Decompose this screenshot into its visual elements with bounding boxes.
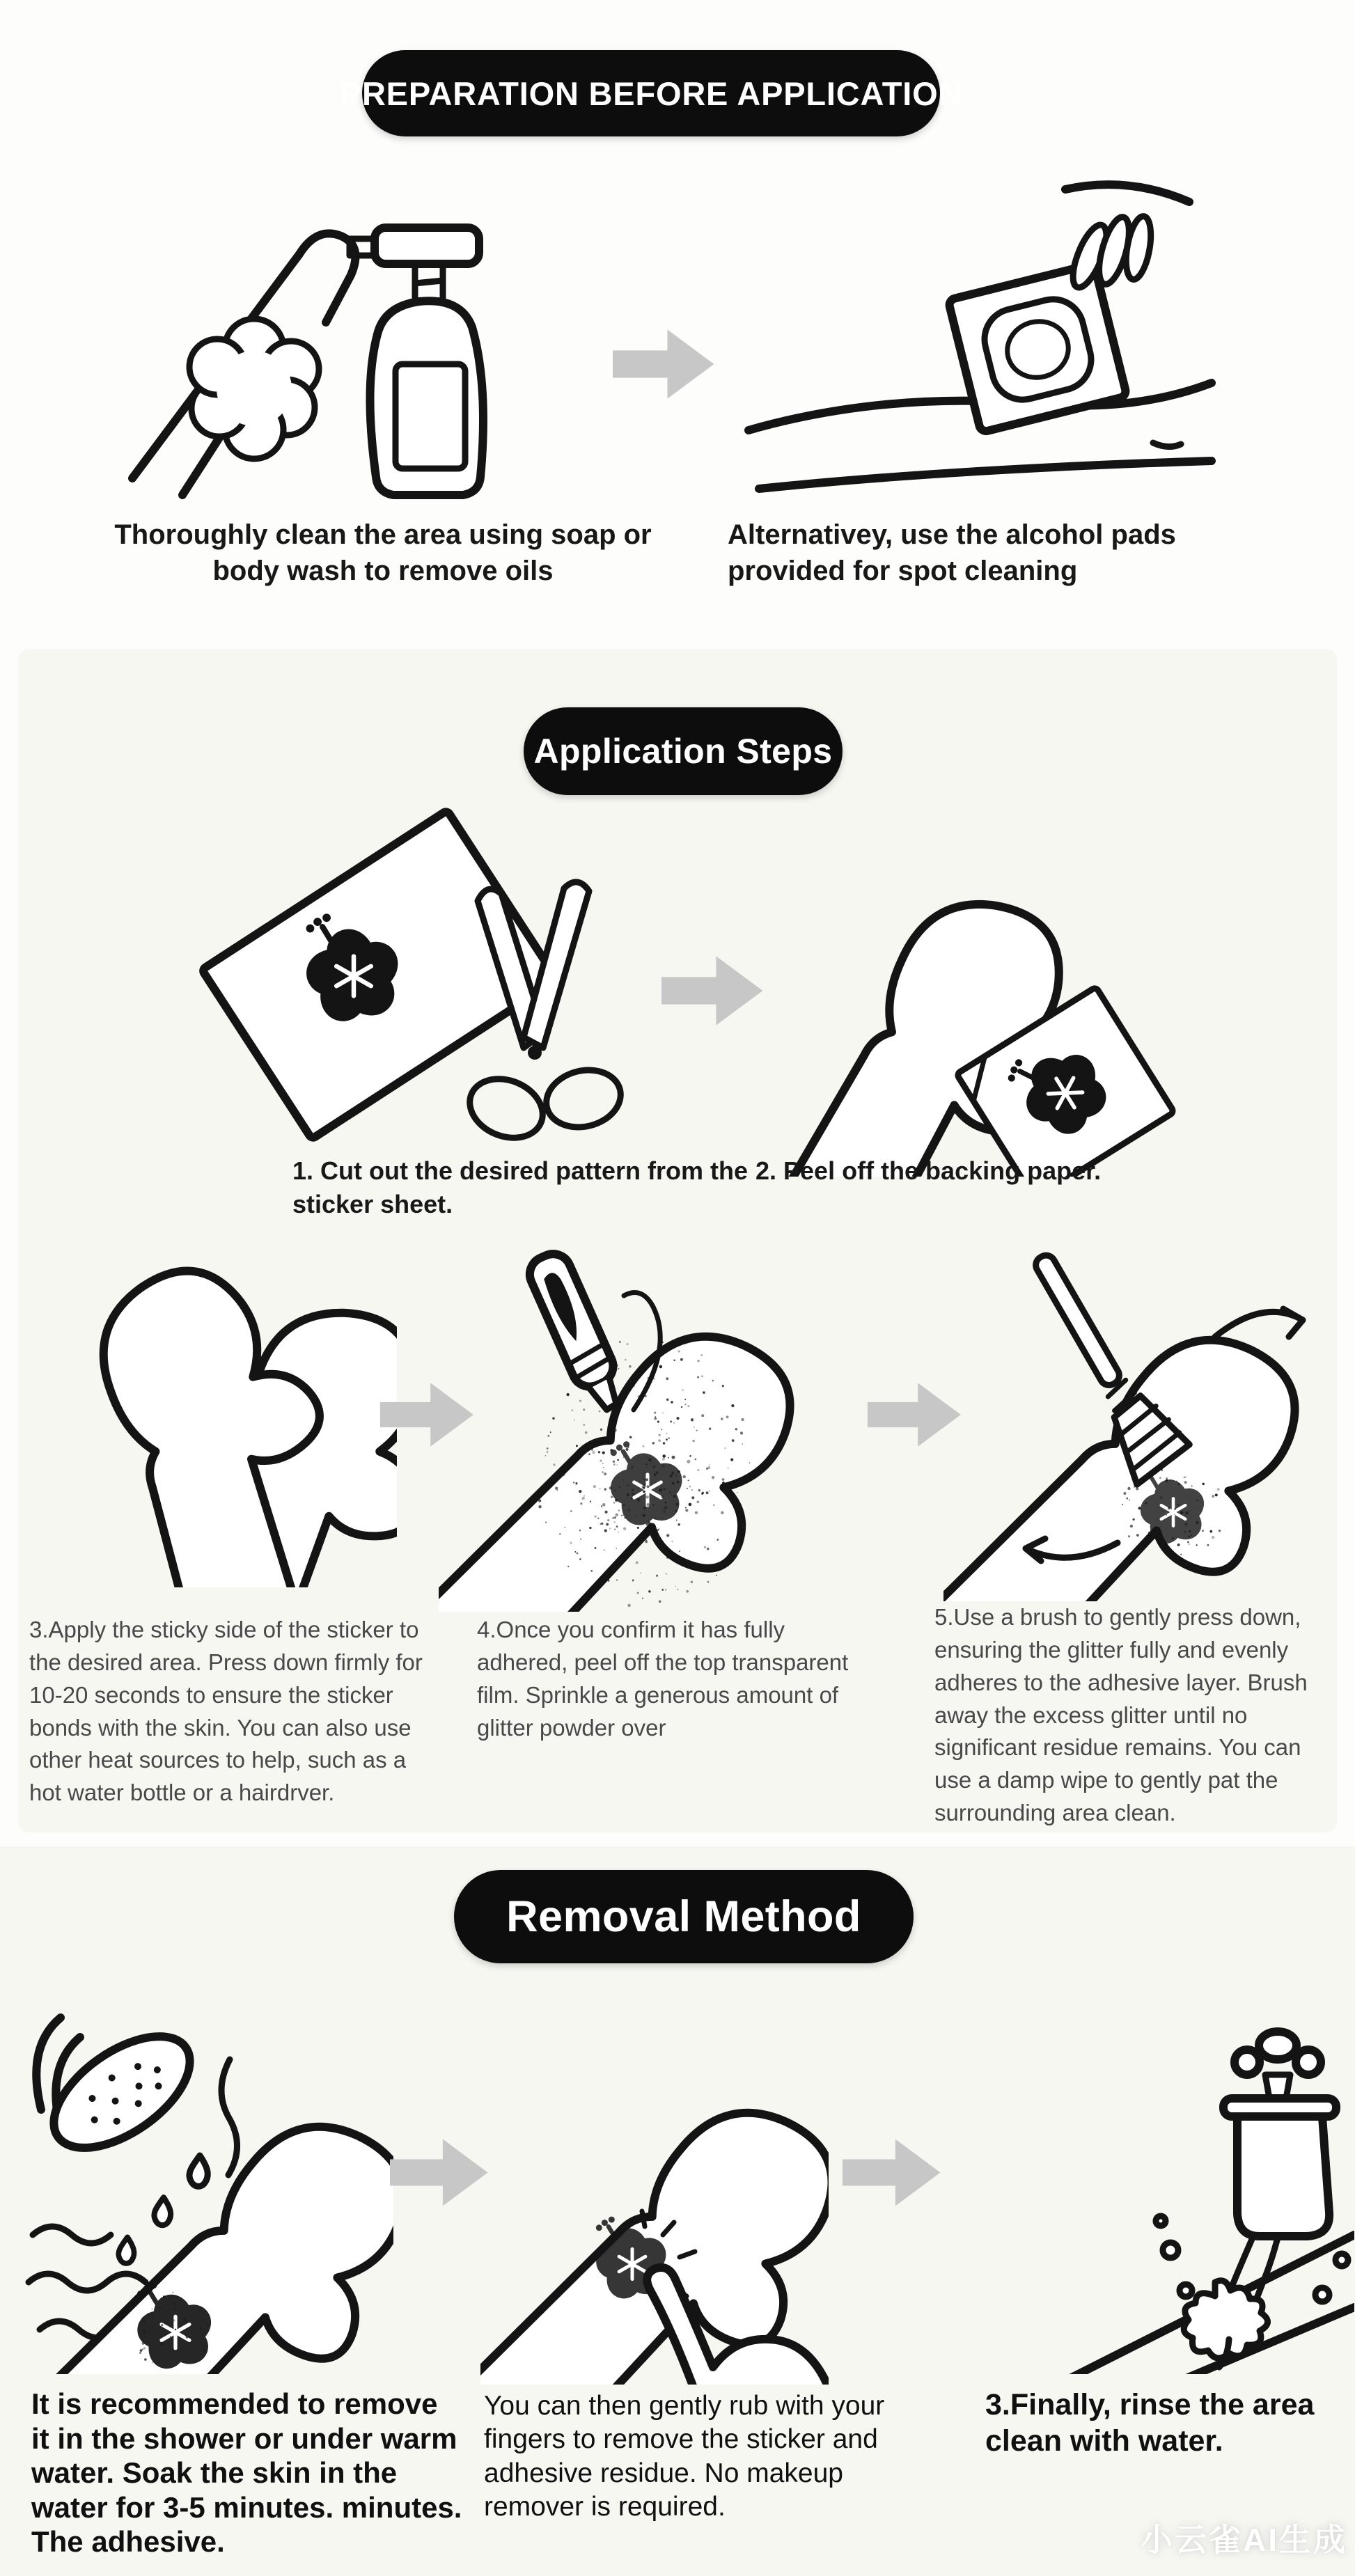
caption-finger-rub: You can then gently rub with your fingers to remove the sticker and adhesive residue. No makeup remover is required.	[484, 2391, 885, 2522]
press-sticker-illustration	[21, 1239, 397, 1587]
caption-shower-removal: It is recommended to remove it in the shower or under warm water. Soak the skin in the water for 3-5 minutes. minutes. The adhesive.	[31, 2387, 462, 2559]
finger-rub-illustration	[480, 2005, 829, 2385]
section-title-preparation	[339, 50, 963, 136]
paragraph-step3: 3.Apply the sticky side of the sticker to the desired area. Press down firmly for 10-20 seconds to ensure the sticker bonds with the skin. You can also use other heat sources to help, such as a hot water bottle or a hairdrver.	[29, 1617, 423, 1806]
section-title-application-label: Application Steps	[533, 732, 833, 771]
arrow-right-icon	[661, 952, 766, 1029]
sprinkle-glitter-illustration	[439, 1236, 870, 1612]
caption-rinse: 3.Finally, rinse the area clean with water.	[985, 2388, 1315, 2458]
section-title-application	[524, 707, 843, 795]
rinse-water-illustration	[964, 2005, 1354, 2374]
cut-sticker-illustration	[167, 808, 641, 1156]
section-title-preparation-label: PREPARATION BEFORE APPLICATION	[339, 74, 963, 112]
arrow-right-icon	[613, 326, 717, 402]
paragraph-step5: 5.Use a brush to gently press down, ensuring the glitter fully and evenly adheres to the adhesive layer. Brush away the excess glitter until no significant residue remains. You can use a damp wipe to gently pat the surrounding area clean.	[934, 1604, 1308, 1826]
caption-soap-wash: Thoroughly clean the area using soap or body wash to remove oils	[114, 519, 652, 586]
shower-removal-illustration	[17, 2005, 393, 2374]
caption-step1: 1. Cut out the desired pattern from the sticker sheet.	[292, 1156, 749, 1219]
alcohol-pad-illustration	[738, 174, 1225, 501]
brush-glitter-illustration	[943, 1239, 1340, 1601]
section-title-removal	[454, 1870, 914, 1963]
paragraph-step4: 4.Once you confirm it has fully adhered, peel off the top transparent film. Sprinkle a generous amount of glitter powder over	[477, 1617, 849, 1741]
peel-backing-illustration	[787, 815, 1184, 1177]
arrow-right-icon	[843, 2136, 943, 2209]
caption-step2: 2. Peel off the backing paper.	[755, 1156, 1102, 1185]
caption-alcohol-pad: Alternativey, use the alcohol pads provided for spot cleaning	[728, 519, 1176, 586]
arrow-right-icon	[390, 2136, 491, 2209]
section-title-removal-label: Removal Method	[506, 1892, 861, 1941]
soap-wash-illustration	[104, 178, 536, 505]
watermark: 小云雀AI生成	[1141, 2522, 1347, 2558]
